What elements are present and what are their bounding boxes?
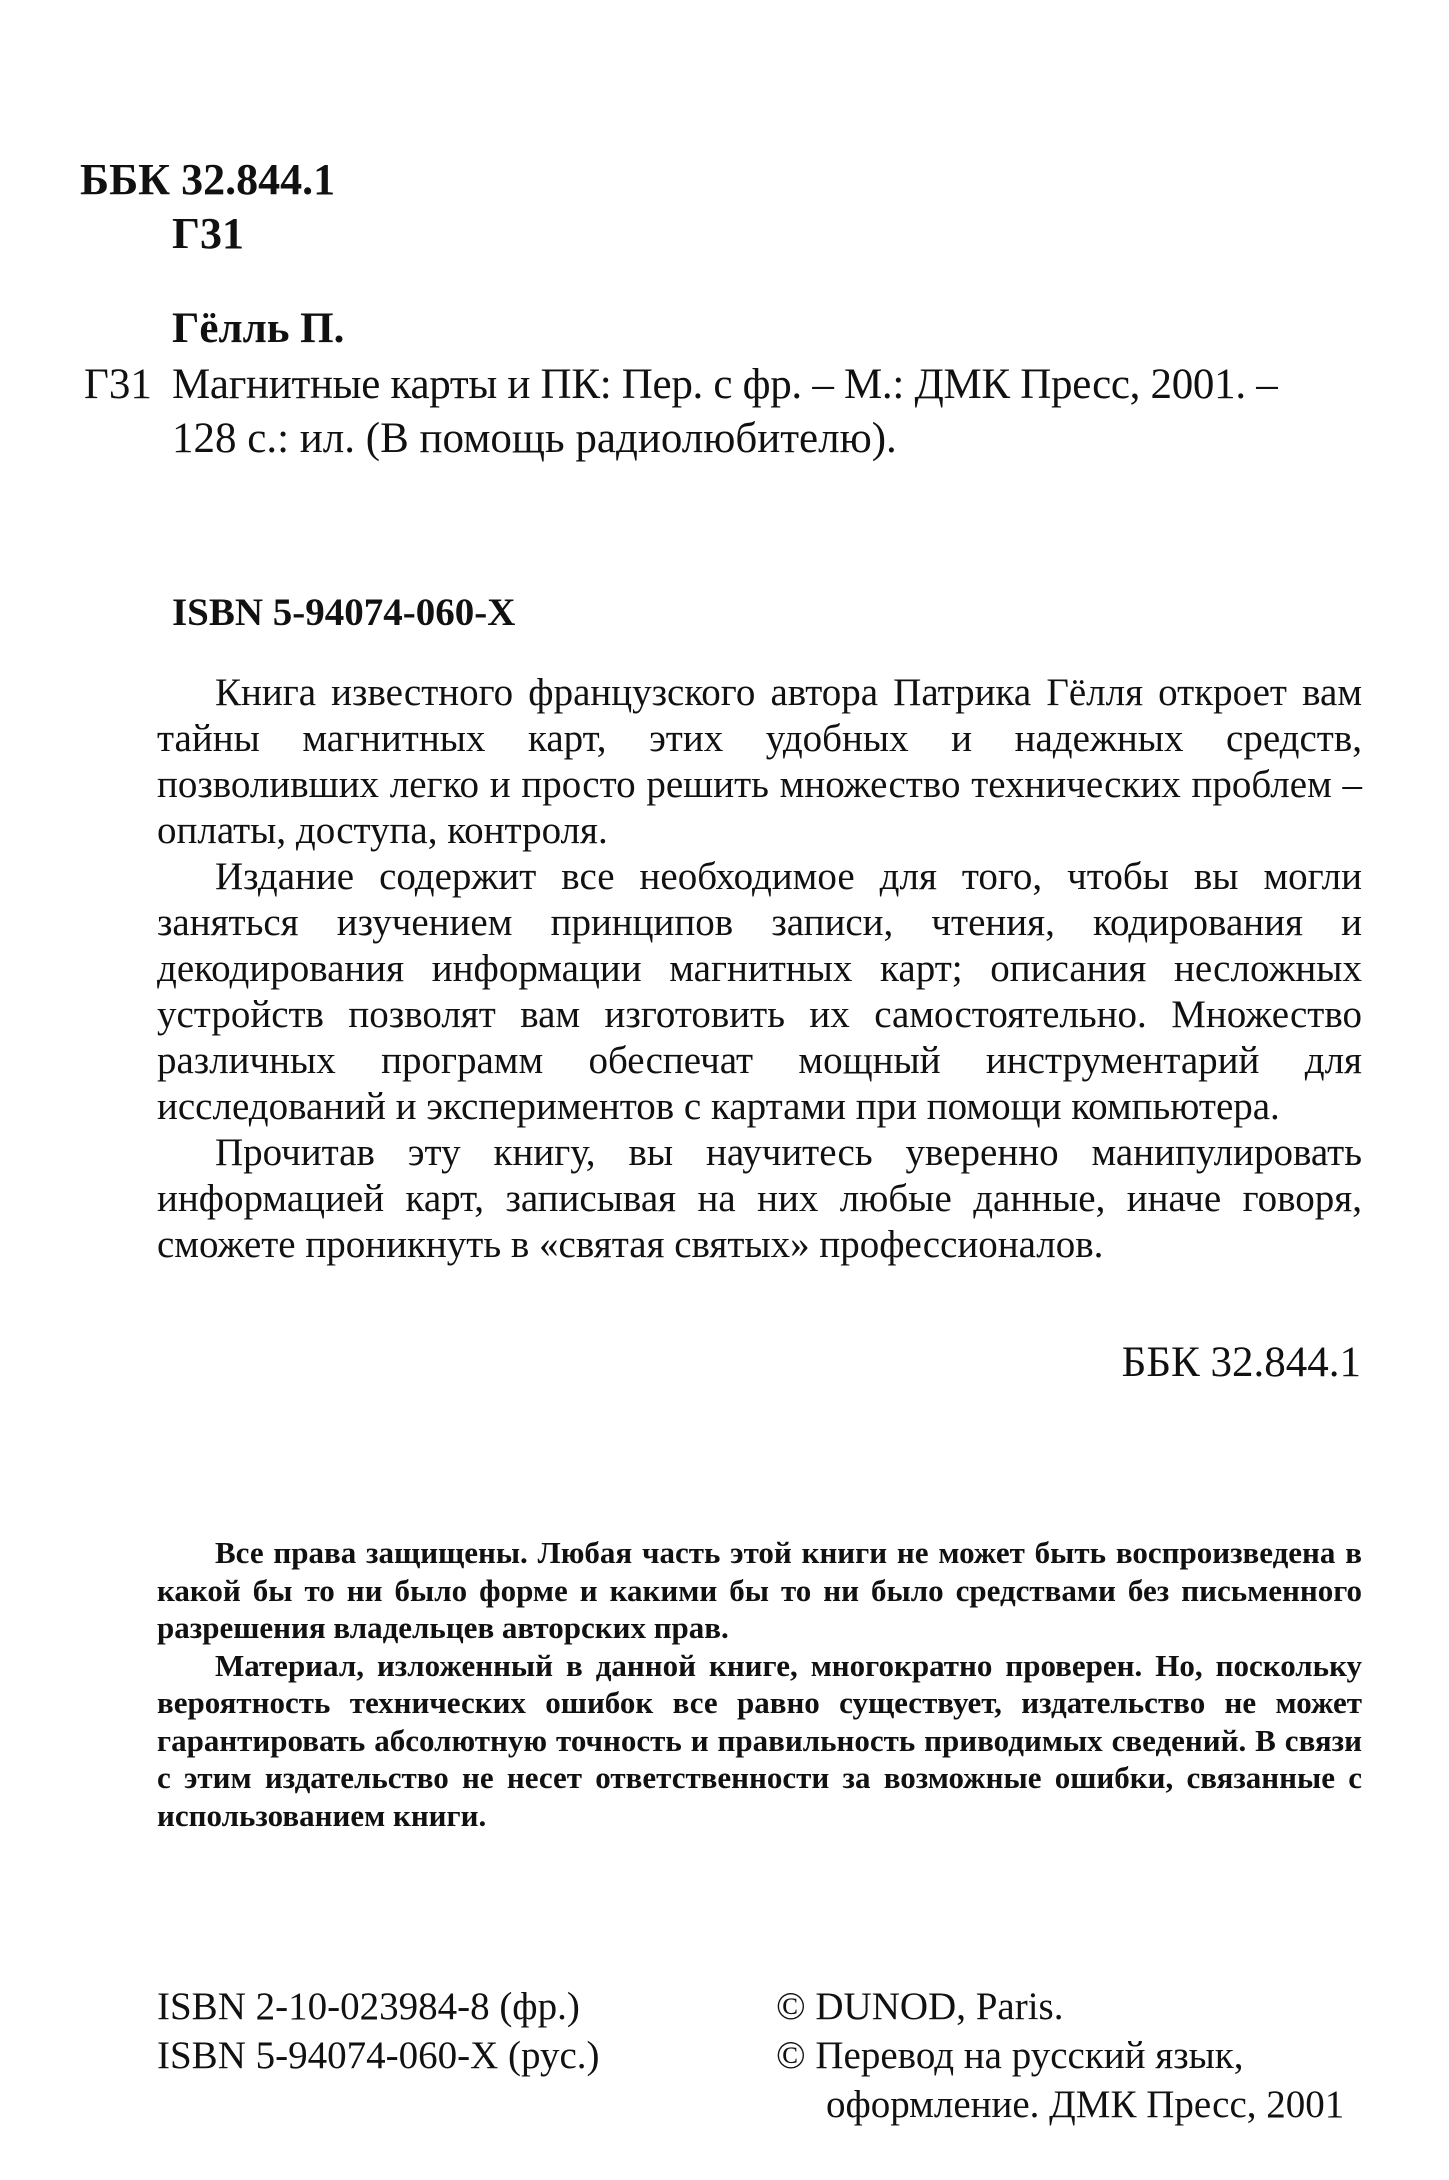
isbn-french: ISBN 2-10-023984-8 (фр.)	[157, 1985, 580, 2028]
annotation	[157, 670, 1362, 1268]
annotation-paragraph-1: Книга известного французского автора Патрика Гёлля откроет вам тайны магнитных карт, этих удобных и надежных средств, позволивших легко и просто решить множество технических проблем – оплаты, доступа, контроля.	[157, 671, 1362, 852]
bibliographic-line-2: 128 с.: ил. (В помощь радиолюбителю).	[172, 415, 897, 462]
author-mark: Г31	[172, 209, 244, 258]
copyright-translation: © Перевод на русский язык,	[776, 2034, 1244, 2077]
annotation-paragraph-3: Прочитав эту книгу, вы научитесь уверенно манипулировать информацией карт, записывая на них любые данные, иначе говоря, сможете проникнуть в «святая святых» профессионалов.	[157, 1131, 1362, 1266]
copyright-design: оформление. ДМК Пресс, 2001	[826, 2083, 1345, 2126]
legal-notice	[157, 1534, 1362, 1834]
legal-paragraph-1: Все права защищены. Любая часть этой книги не может быть воспроизведена в какой бы то ни было форме и какими бы то ни было средствами без письменного разрешения владельцев авторских прав.	[157, 1535, 1362, 1645]
legal-paragraph-2: Материал, изложенный в данной книге, многократно проверен. Но, поскольку вероятность технических ошибок все равно существует, издательство не может гарантировать абсолютную точность и правильность приводимых сведений. В связи с этим издательство не несет ответственности за возможные ошибки, связанные с использованием книги.	[157, 1647, 1362, 1833]
copyright-original: © DUNOD, Paris.	[776, 1985, 1064, 2028]
annotation-paragraph-2: Издание содержит все необходимое для того, чтобы вы могли заняться изучением принципов записи, чтения, кодирования и декодирования информации магнитных карт; описания несложных устройств позволят вам изготовить их самостоятельно. Множество различных программ обеспечат мощный инструментарий для исследований и экспериментов с картами при помощи компьютера.	[157, 855, 1362, 1128]
bibliographic-line-1: Магнитные карты и ПК: Пер. с фр. – М.: ДМК Пресс, 2001. –	[172, 361, 1278, 408]
bibliographic-mark: Г31	[84, 361, 152, 408]
author-name: Гёлль П.	[172, 305, 345, 352]
bbk-code: ББК 32.844.1	[80, 155, 336, 204]
isbn-main: ISBN 5-94074-060-X	[172, 591, 516, 634]
bbk-right: ББК 32.844.1	[1121, 1339, 1361, 1386]
isbn-russian: ISBN 5-94074-060-X (рус.)	[157, 2034, 600, 2077]
